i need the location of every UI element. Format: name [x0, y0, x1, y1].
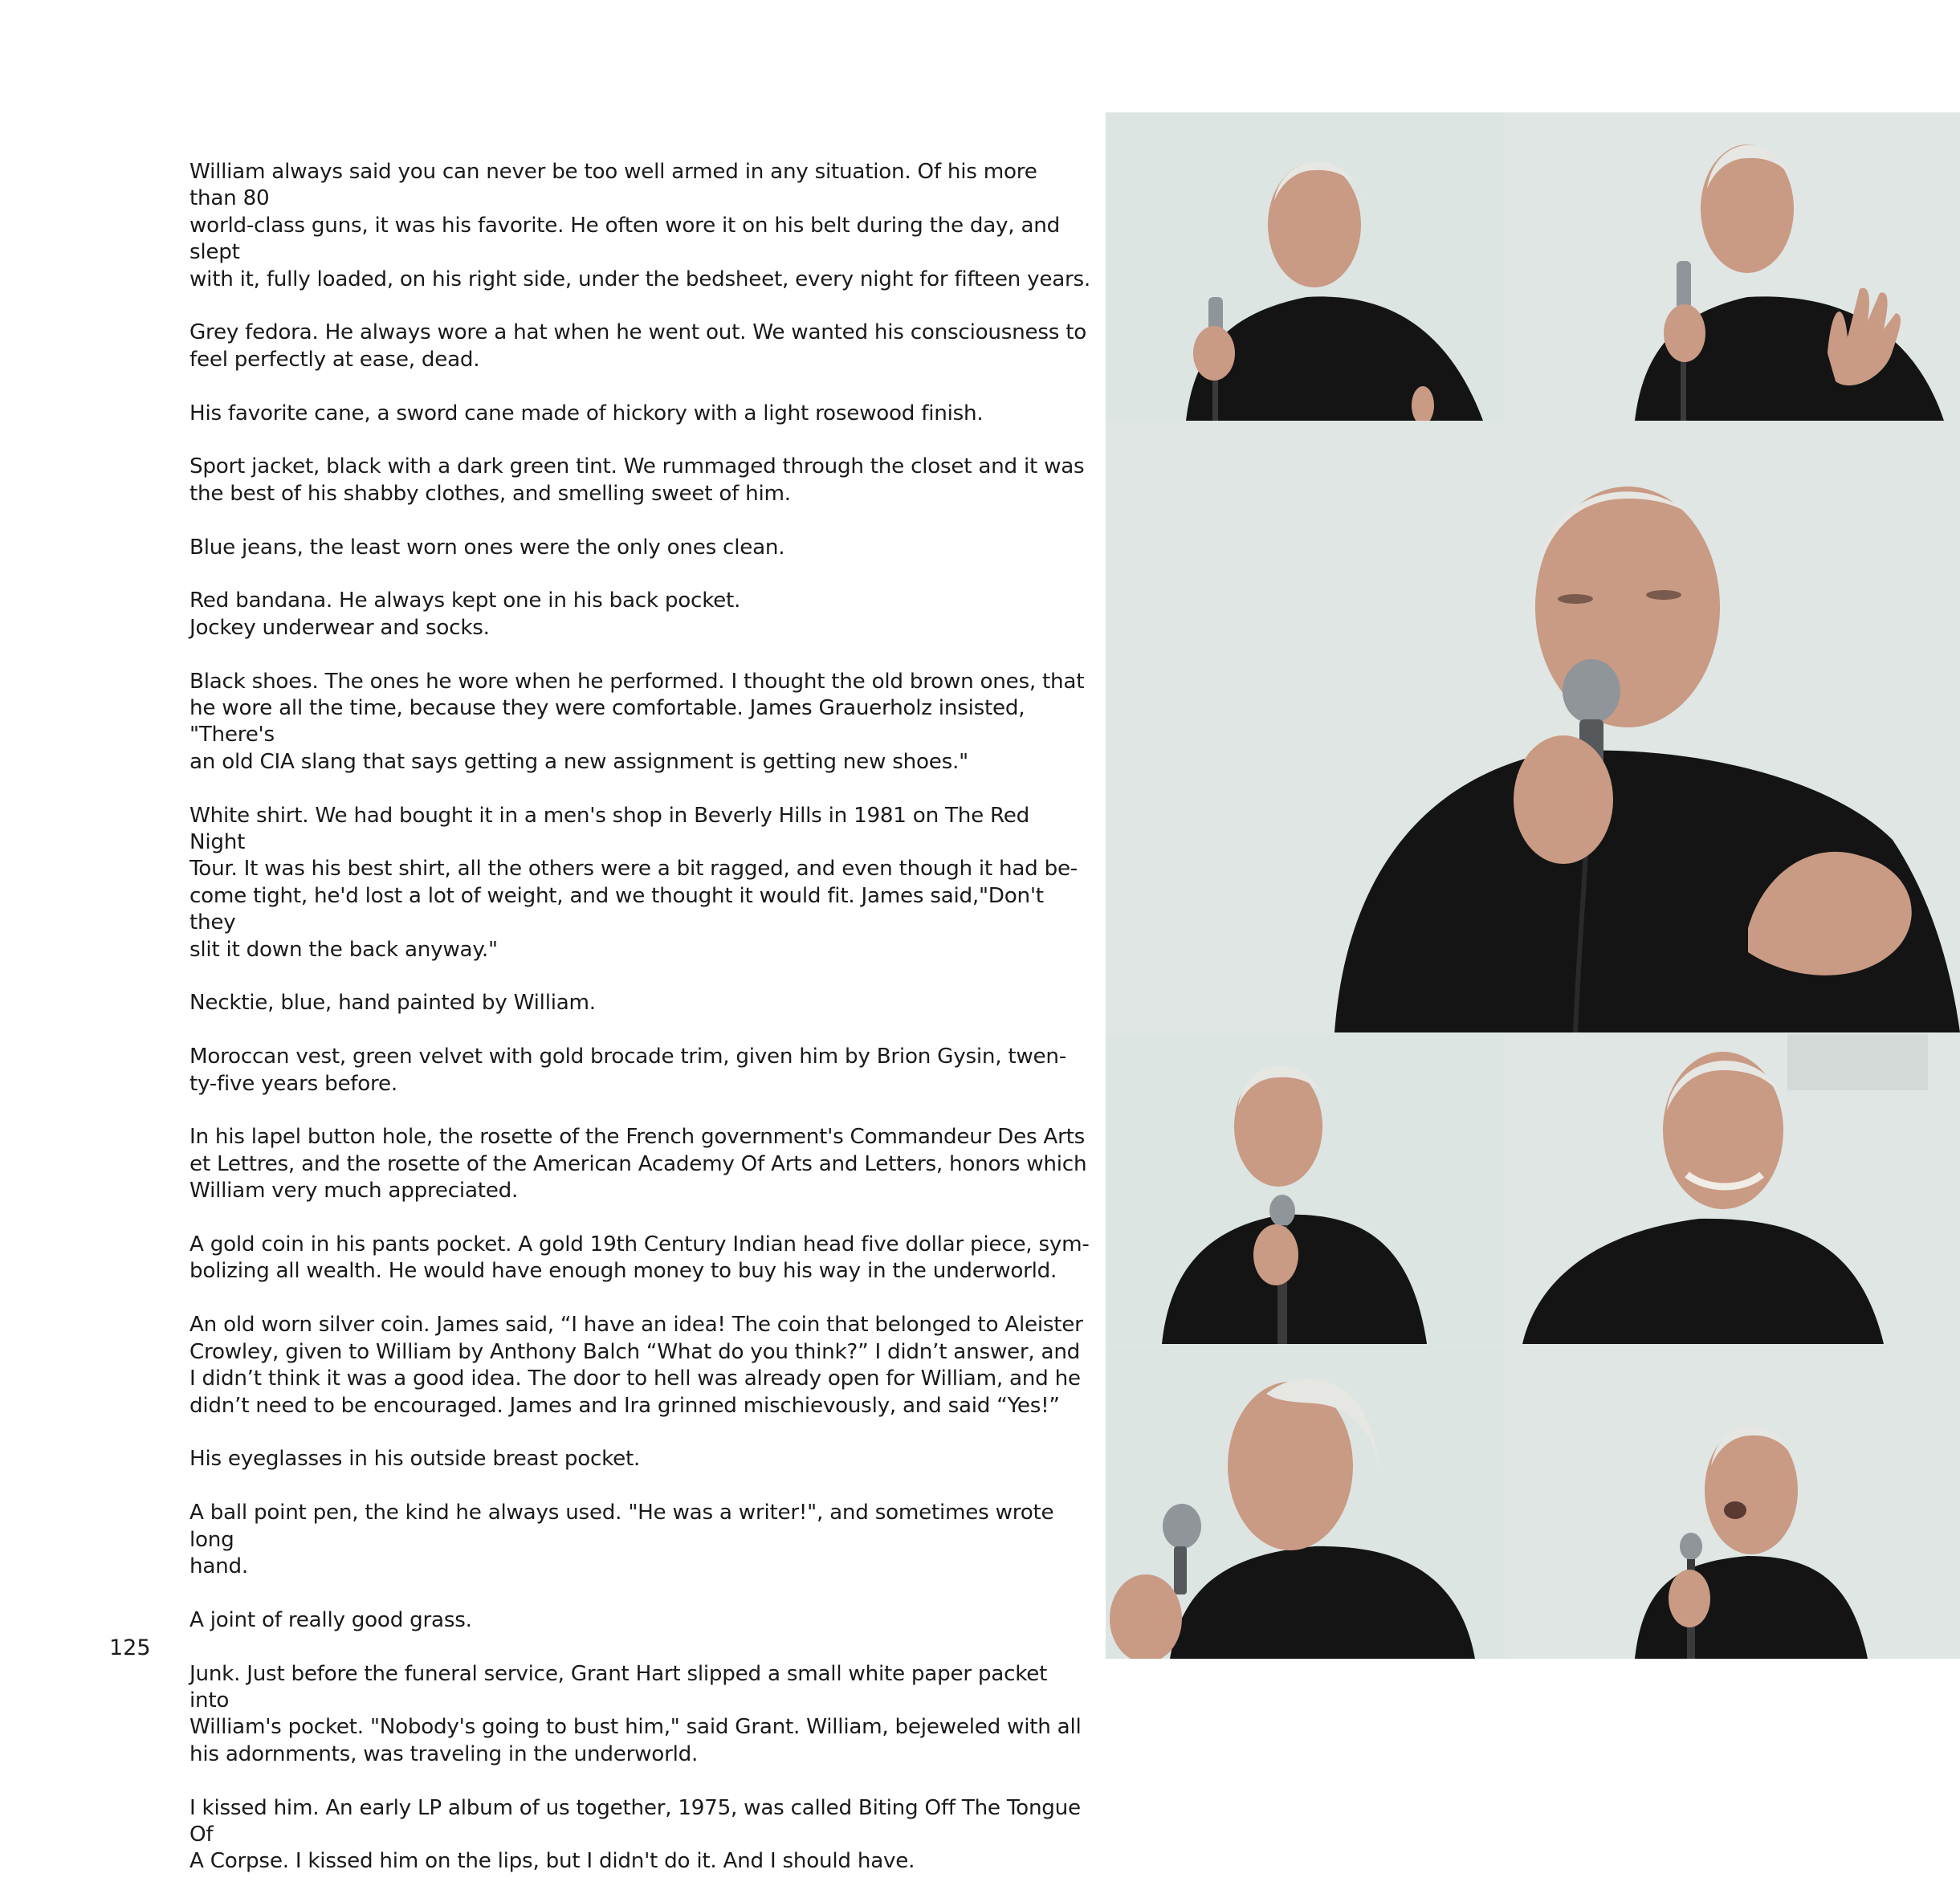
- paragraph-necktie: Necktie, blue, hand painted by William.: [189, 991, 596, 1016]
- paragraph-gun: William always said you can never be too well armed in any situation. Of his more than 80 world-class guns, it was his favorite. He often wore it on his belt during the day, and slept with it, fully loaded, on his right side, under the bedsheet, every night for fifteen years.: [189, 160, 1090, 291]
- photo-grid: [1106, 112, 1960, 1659]
- paragraph-junk: Junk. Just before the funeral service, Grant Hart slipped a small white paper packet into William's pocket. "Nobody's going to bust him," said Grant. William, bejeweled with all his adornments, was traveling in the underworld.: [189, 1661, 1082, 1766]
- photo-performer-eyes-closed-large: [1106, 422, 1960, 1032]
- paragraph-sport-jacket: Sport jacket, black with a dark green tint. We rummaged through the closet and it was the best of his shabby clothes, and smelling sweet of him.: [189, 454, 1085, 506]
- paragraph-white-shirt: White shirt. We had bought it in a men's shop in Beverly Hills in 1981 on The Red Night Tour. It was his best shirt, all the others were a bit ragged, and even though it had be- come tight, he'd lost a lot of weight, and we thought it would fit. James said,"Don't they slit it down the back anyway.": [189, 803, 1078, 962]
- paragraph-fedora: Grey fedora. He always wore a hat when he went out. We wanted his consciousness to feel perfectly at ease, dead.: [189, 320, 1086, 372]
- paragraph-silver-coin: An old worn silver coin. James said, “I have an idea! The coin that belonged to Aleister Crowley, given to William by Anthony Balch “What do you think?” I didn’t answer, and I didn’t think it was a good idea. The door to hell was already open for William, and he didn’t need to be encouraged. James and Ira grinned mischievously, and said “Yes!”: [189, 1313, 1083, 1418]
- paragraph-vest: Moroccan vest, green velvet with gold brocade trim, given him by Brion Gysin, twen- ty-five years before.: [189, 1045, 1066, 1096]
- paragraph-bandana: Red bandana. He always kept one in his back pocket. Jockey underwear and socks.: [189, 589, 741, 640]
- paragraph-lapel: In his lapel button hole, the rosette of the French government's Commandeur Des Arts et Lettres, and the rosette of the American Academy Of Arts and Letters, honors which William very much appreciated.: [189, 1125, 1087, 1204]
- paragraph-cane: His favorite cane, a sword cane made of hickory with a light rosewood finish.: [189, 401, 984, 426]
- paragraph-blue-jeans: Blue jeans, the least worn ones were the only ones clean.: [189, 535, 785, 560]
- photo-performer-mouth-open: [1506, 1346, 1960, 1659]
- photo-performer-smiling: [1506, 1034, 1960, 1344]
- paragraph-pen: A ball point pen, the kind he always used. "He was a writer!", and sometimes wrote long hand.: [189, 1501, 1054, 1578]
- page-number: 125: [109, 1635, 151, 1660]
- photo-performer-hand-raised: [1506, 112, 1960, 421]
- photo-performer-kissing-mic: [1106, 1346, 1505, 1659]
- photo-performer-profile-left: [1106, 112, 1505, 421]
- paragraph-gold-coin: A gold coin in his pants pocket. A gold 19th Century Indian head five dollar piece, sym- bolizing all wealth. He would have enough money to buy his way in the underworld.: [189, 1232, 1090, 1284]
- paragraph-eyeglasses: His eyeglasses in his outside breast pocket.: [189, 1447, 641, 1472]
- paragraph-kiss: I kissed him. An early LP album of us together, 1975, was called Biting Off The Tongue Of A Corpse. I kissed him on the lips, but I didn't do it. And I should have.: [189, 1795, 1081, 1874]
- paragraph-joint: A joint of really good grass.: [189, 1607, 472, 1632]
- photo-performer-singing-left: [1106, 1034, 1505, 1344]
- paragraph-shoes: Black shoes. The ones he wore when he performed. I thought the old brown ones, that he wore all the time, because they were comfortable. James Grauerholz insisted, "There's an old CIA slang that says getting a new assignment is getting new shoes.": [189, 669, 1085, 774]
- body-text-column: [189, 159, 1090, 1902]
